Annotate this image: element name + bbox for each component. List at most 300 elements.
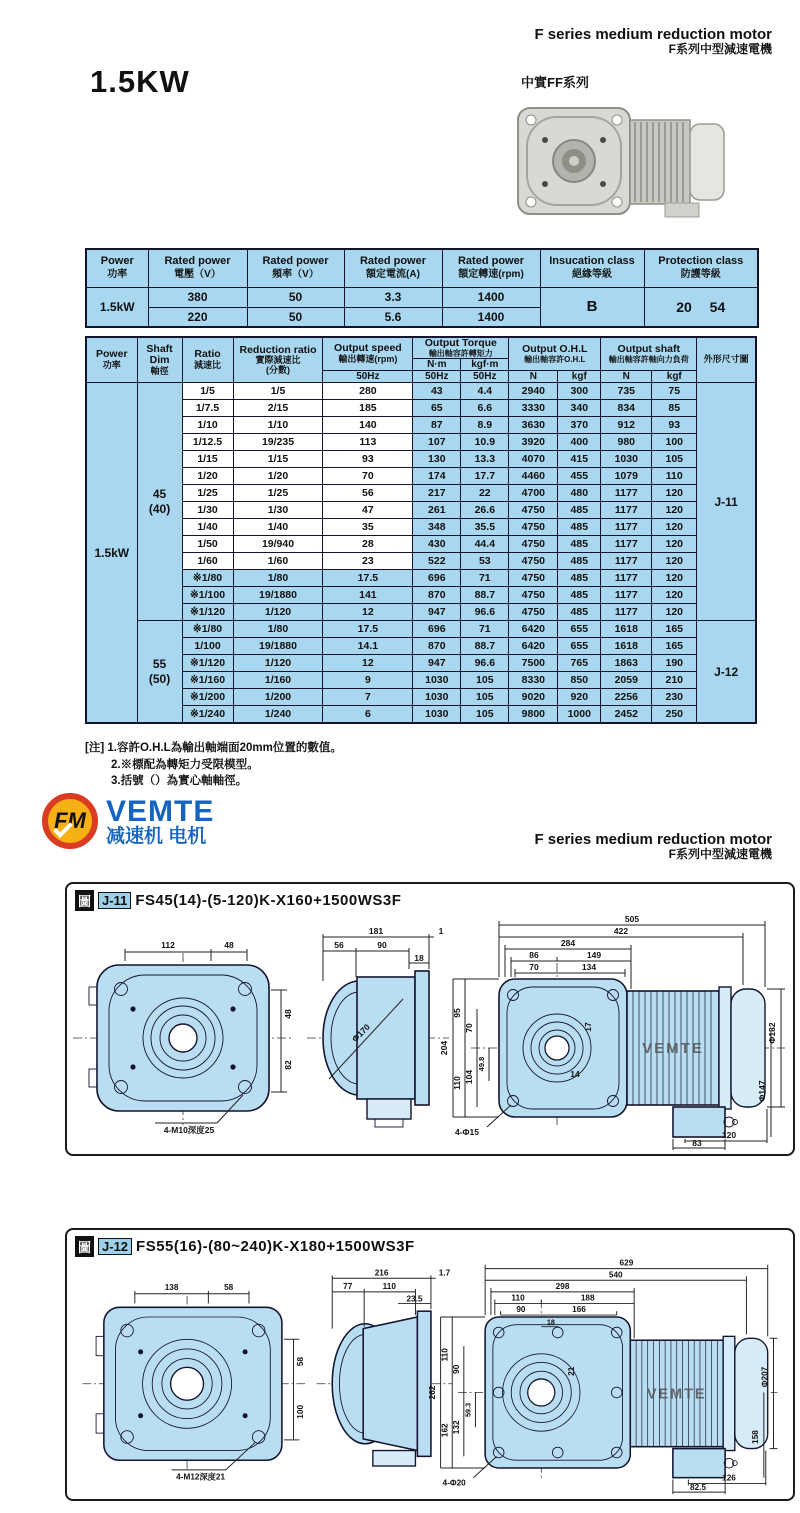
ratio-cell: 1/60 (233, 553, 323, 570)
ratio-cell: 105 (461, 689, 509, 706)
th-power: Power 功率 (86, 337, 137, 383)
ratio-cell: 1/120 (233, 655, 323, 672)
ratio-cell: 1/20 (182, 468, 233, 485)
ratio-cell: 870 (413, 587, 461, 604)
dim-label: 204 (439, 1040, 449, 1056)
ratio-cell: 1/5 (182, 383, 233, 400)
ratio-cell: 174 (413, 468, 461, 485)
dim-label: 216 (374, 1268, 389, 1278)
th-ohl-kgf: kgf (558, 371, 601, 383)
ratio-cell: 1/80 (233, 570, 323, 587)
dim-label: 132 (452, 1420, 461, 1435)
terminal-box (665, 203, 699, 217)
ratio-cell: 93 (652, 417, 697, 434)
mid-header-zh: F系列中型減速電機 (668, 847, 772, 862)
th-dim-drawing: 外形尺寸圖 (697, 337, 756, 383)
ratio-cell: 696 (413, 621, 461, 638)
ratio-cell: 1177 (601, 553, 652, 570)
ratio-cell: ※1/120 (182, 604, 233, 621)
ratio-cell: 3630 (509, 417, 558, 434)
ratio-cell: 1/80 (233, 621, 323, 638)
ratio-cell: 1/15 (233, 451, 323, 468)
fig-tag: 圖 (75, 1236, 94, 1257)
mid-header-en: F series medium reduction motor (534, 831, 772, 848)
ratio-cell: ※1/160 (182, 672, 233, 689)
ratio-row (86, 502, 756, 519)
ratio-cell: 19/1880 (233, 587, 323, 604)
ratio-header-row1 (86, 337, 756, 359)
shaft-dim-cell: 45 (40) (137, 383, 182, 621)
ratio-cell: ※1/120 (182, 655, 233, 672)
ratio-cell: 2940 (509, 383, 558, 400)
ratio-cell: 834 (601, 400, 652, 417)
ratio-cell: 3920 (509, 434, 558, 451)
ratio-cell: 4750 (509, 536, 558, 553)
ratio-cell: 96.6 (461, 655, 509, 672)
th-speed: Output speed 輸出轉速(rpm) (323, 337, 413, 371)
ratio-cell: 1618 (601, 621, 652, 638)
ratio-row (86, 485, 756, 502)
th-torque: Output Torque 輸出軸容許轉矩力 (413, 337, 509, 359)
bolt-label: 4-Φ20 (442, 1478, 466, 1488)
dim-label: 110 (511, 1293, 525, 1303)
ratio-row (86, 621, 756, 638)
ratio-row (86, 672, 756, 689)
drawing-ref-cell: J-12 (697, 621, 756, 723)
bolt-label: 4-Φ15 (455, 1127, 479, 1137)
ratio-cell: 4070 (509, 451, 558, 468)
ratio-cell: 165 (652, 621, 697, 638)
dim-label: 158 (751, 1430, 761, 1444)
ratio-cell: 75 (652, 383, 697, 400)
dim-label: 83 (692, 1138, 702, 1148)
dim-label: 422 (613, 926, 629, 936)
ratio-cell: 28 (323, 536, 413, 553)
ratio-cell: 19/235 (233, 434, 323, 451)
dim-label: 18 (414, 953, 424, 963)
dim-label: 21 (567, 1366, 577, 1376)
ratio-row (86, 417, 756, 434)
ratio-cell: ※1/240 (182, 706, 233, 723)
ratio-cell: 415 (558, 451, 601, 468)
ratio-cell: 35.5 (461, 519, 509, 536)
dim-label: 104 (464, 1069, 474, 1085)
ratio-cell: 430 (413, 536, 461, 553)
drawing-panel-j11 (65, 882, 795, 1156)
j11-drawing (67, 911, 791, 1151)
ratio-row (86, 400, 756, 417)
ratio-cell: 4750 (509, 587, 558, 604)
dim-label: 298 (555, 1281, 570, 1291)
ratio-row (86, 570, 756, 587)
ratio-row (86, 587, 756, 604)
ratio-cell: 165 (652, 638, 697, 655)
th-ratio: Ratio 減速比 (182, 337, 233, 383)
ratio-cell: 765 (558, 655, 601, 672)
ratio-cell: 19/1880 (233, 638, 323, 655)
ratio-cell: 370 (558, 417, 601, 434)
dim-label: 110 (452, 1076, 462, 1090)
ratio-cell: 1/200 (233, 689, 323, 706)
ratio-cell: 13.3 (461, 451, 509, 468)
ratio-cell: 1.5kW (86, 383, 137, 723)
spec-row (86, 287, 758, 307)
ratio-cell: 4750 (509, 570, 558, 587)
ratio-cell: 340 (558, 400, 601, 417)
motor-cap (690, 124, 724, 200)
dim-label: 70 (529, 962, 539, 972)
ratio-cell: 85 (652, 400, 697, 417)
diameter-label: Φ170 (349, 1021, 372, 1044)
ratio-cell: 9 (323, 672, 413, 689)
ratio-cell: 1/7.5 (182, 400, 233, 417)
dim-label: 48 (283, 1009, 293, 1019)
ratio-cell: 107 (413, 434, 461, 451)
spec-cell: 380 (148, 287, 247, 307)
th-speed-hz: 50Hz (323, 371, 413, 383)
dim-label: 120 (721, 1130, 737, 1140)
ratio-cell: 8.9 (461, 417, 509, 434)
logo-name: VEMTE (106, 794, 215, 828)
ratio-cell: 455 (558, 468, 601, 485)
fig-tag: 圖 (75, 890, 94, 911)
ratio-cell: ※1/200 (182, 689, 233, 706)
dim-label: 90 (516, 1305, 526, 1315)
ratio-row (86, 536, 756, 553)
spec-cell: 5.6 (344, 307, 442, 327)
ratio-cell: 190 (652, 655, 697, 672)
ratio-cell: 1177 (601, 485, 652, 502)
ratio-cell: 65 (413, 400, 461, 417)
ratio-row (86, 519, 756, 536)
ratio-cell: 22 (461, 485, 509, 502)
ratio-cell: 88.7 (461, 587, 509, 604)
dim-label: 90 (452, 1364, 461, 1374)
ratio-cell: 1/40 (182, 519, 233, 536)
ratio-cell: 7 (323, 689, 413, 706)
ratio-cell: 522 (413, 553, 461, 570)
ratio-cell: 17.5 (323, 570, 413, 587)
ratio-cell: 120 (652, 604, 697, 621)
ratio-cell: 120 (652, 536, 697, 553)
ratio-cell: 1/20 (233, 468, 323, 485)
header-title-en: F series medium reduction motor (534, 26, 772, 43)
dim-label: 112 (161, 940, 175, 950)
th-torque-hz1: 50Hz (413, 371, 461, 383)
ratio-cell: 130 (413, 451, 461, 468)
mid-page-header (534, 831, 772, 862)
ratio-row (86, 655, 756, 672)
ratio-row (86, 638, 756, 655)
ratio-cell: 1030 (413, 672, 461, 689)
ratio-cell: 120 (652, 519, 697, 536)
ratio-cell: 980 (601, 434, 652, 451)
dim-label: 23.5 (406, 1294, 423, 1304)
spec-cell: 3.3 (344, 287, 442, 307)
j12-drawing (67, 1257, 791, 1497)
ratio-cell: 71 (461, 621, 509, 638)
ratio-cell: 17.7 (461, 468, 509, 485)
ratio-cell: 70 (323, 468, 413, 485)
ratio-cell: 230 (652, 689, 697, 706)
spec-header-row (86, 249, 758, 287)
ratio-cell: 1030 (601, 451, 652, 468)
ratio-cell: 210 (652, 672, 697, 689)
dim-label: 86 (529, 950, 539, 960)
ratio-cell: 696 (413, 570, 461, 587)
ratio-cell: 1/120 (233, 604, 323, 621)
bolt-label: 4-M10深度25 (163, 1125, 215, 1135)
ratio-cell: 87 (413, 417, 461, 434)
ratio-cell: 1177 (601, 570, 652, 587)
ratio-row (86, 468, 756, 485)
j11-title-bar (67, 884, 793, 911)
dim-label: 166 (572, 1305, 586, 1315)
logo-badge-icon (42, 793, 98, 849)
ratio-cell: 7500 (509, 655, 558, 672)
ratio-cell: 6420 (509, 621, 558, 638)
ratio-cell: 1/10 (233, 417, 323, 434)
ratio-cell: 4750 (509, 502, 558, 519)
ratio-cell: 1079 (601, 468, 652, 485)
ratio-cell: 4.4 (461, 383, 509, 400)
dim-label: 162 (440, 1423, 450, 1438)
drawing-panel-j12 (65, 1228, 795, 1501)
dim-label: 181 (368, 926, 384, 936)
diameter-label: Φ147 (757, 1080, 767, 1102)
dim-label: 58 (224, 1282, 234, 1292)
ratio-cell: 4460 (509, 468, 558, 485)
ratio-cell: 10.9 (461, 434, 509, 451)
diameter-label: Φ182 (767, 1022, 777, 1044)
j12-model-title: FS55(16)-(80~240)K-X180+1500WS3F (136, 1238, 415, 1255)
ratio-cell: 14.1 (323, 638, 413, 655)
spec-th: Protection class 防護等級 (644, 249, 758, 287)
dim-label: 18 (546, 1317, 555, 1327)
ratio-cell: 1863 (601, 655, 652, 672)
ratio-cell: 47 (323, 502, 413, 519)
ratio-cell: 1/25 (182, 485, 233, 502)
ratio-cell: 250 (652, 706, 697, 723)
ratio-cell: 920 (558, 689, 601, 706)
note-line: 2.※標配為轉矩力受限模型。 (111, 758, 259, 771)
ratio-cell: 141 (323, 587, 413, 604)
th-shaft-kgf: kgf (652, 371, 697, 383)
dim-label: 82 (283, 1060, 293, 1070)
ratio-cell: 8330 (509, 672, 558, 689)
dim-label: 284 (560, 938, 576, 948)
ratio-cell: 485 (558, 604, 601, 621)
th-shaft: Shaft Dim 軸徑 (137, 337, 182, 383)
ratio-cell: 12 (323, 655, 413, 672)
ratio-cell: 3330 (509, 400, 558, 417)
dim-label: 1.7 (438, 1268, 451, 1278)
ratio-cell: 912 (601, 417, 652, 434)
ratio-cell: 26.6 (461, 502, 509, 519)
ratio-cell: 348 (413, 519, 461, 536)
spec-th: Power 功率 (86, 249, 148, 287)
ratio-cell: 2/15 (233, 400, 323, 417)
ratio-cell: 105 (461, 672, 509, 689)
ratio-cell: 1/25 (233, 485, 323, 502)
ratio-cell: 1177 (601, 587, 652, 604)
ratio-cell: 6 (323, 706, 413, 723)
shaft-dim-cell: 55 (50) (137, 621, 182, 723)
th-ohl: Output O.H.L 輸出軸容許O.H.L (509, 337, 601, 371)
fig-id-j12: J-12 (98, 1238, 132, 1255)
dim-label: 56 (334, 940, 344, 950)
ratio-cell: 1/30 (182, 502, 233, 519)
ratio-cell: 53 (461, 553, 509, 570)
dim-label: 126 (722, 1473, 736, 1483)
ratio-cell: 1177 (601, 536, 652, 553)
ratio-cell: 1030 (413, 706, 461, 723)
dim-label: 77 (343, 1281, 353, 1291)
ratio-cell: 71 (461, 570, 509, 587)
ratio-cell: 9020 (509, 689, 558, 706)
spec-insulation: B (540, 287, 644, 327)
logo-badge-text: FM (54, 808, 86, 833)
motor-watermark: VEMTE (646, 1386, 707, 1403)
ratio-cell: 6.6 (461, 400, 509, 417)
dim-label: 110 (382, 1281, 396, 1291)
ratio-cell: 185 (323, 400, 413, 417)
ratio-cell: 480 (558, 485, 601, 502)
dim-label: 95 (452, 1008, 462, 1018)
ratio-cell: 2256 (601, 689, 652, 706)
ratio-cell: 655 (558, 638, 601, 655)
dim-label: 82.5 (690, 1483, 707, 1493)
dim-label: 58 (296, 1356, 306, 1367)
spec-th: Rated power 額定轉速(rpm) (442, 249, 540, 287)
ratio-cell: 735 (601, 383, 652, 400)
dim-label: 629 (619, 1258, 634, 1268)
ratio-cell: 400 (558, 434, 601, 451)
dim-label: 138 (164, 1282, 179, 1292)
th-nm: N·m (413, 359, 461, 371)
power-title: 1.5KW (90, 64, 190, 99)
ratio-cell: 35 (323, 519, 413, 536)
table-notes (85, 740, 342, 790)
ratio-cell: 1/10 (182, 417, 233, 434)
dim-label: 59.3 (463, 1402, 473, 1417)
ratio-cell: ※1/80 (182, 570, 233, 587)
ratio-cell: 1177 (601, 519, 652, 536)
ratio-row (86, 689, 756, 706)
spec-th: Rated power 電壓（V） (148, 249, 247, 287)
dim-label: 1 (438, 926, 444, 936)
dim-label: 188 (580, 1293, 595, 1303)
ratio-cell: 870 (413, 638, 461, 655)
ratio-cell: 113 (323, 434, 413, 451)
dim-label: 14 (570, 1069, 580, 1079)
fig-id-j11: J-11 (98, 892, 131, 909)
spec-cell: 220 (148, 307, 247, 327)
ratio-cell: 120 (652, 502, 697, 519)
ratio-cell: 12 (323, 604, 413, 621)
spec-table (85, 248, 759, 328)
series-label: 中實FF系列 (521, 75, 589, 90)
ratio-cell: 120 (652, 485, 697, 502)
ratio-cell: 300 (558, 383, 601, 400)
ratio-cell: 1/12.5 (182, 434, 233, 451)
dim-label: 505 (624, 914, 640, 924)
ratio-cell: 485 (558, 570, 601, 587)
spec-th: Rated power 頻率（V） (247, 249, 344, 287)
ratio-cell: ※1/80 (182, 621, 233, 638)
ratio-cell: 93 (323, 451, 413, 468)
ratio-cell: 6420 (509, 638, 558, 655)
ratio-cell: 485 (558, 553, 601, 570)
th-shaft-load: Output shaft 輸出軸容許軸向力負荷 (601, 337, 697, 371)
th-ohl-n: N (509, 371, 558, 383)
ratio-cell: 2452 (601, 706, 652, 723)
ratio-cell: 1/240 (233, 706, 323, 723)
spec-cell: 50 (247, 307, 344, 327)
ratio-cell: 19/940 (233, 536, 323, 553)
ratio-cell: 120 (652, 553, 697, 570)
note-line: 3.括號（）為實心軸軸徑。 (111, 775, 248, 788)
ratio-cell: 4750 (509, 604, 558, 621)
dim-label: 17 (583, 1022, 593, 1032)
ratio-cell: 217 (413, 485, 461, 502)
ratio-cell: 1/30 (233, 502, 323, 519)
vemte-logo (42, 793, 214, 849)
ratio-cell: 1/50 (182, 536, 233, 553)
header-title-zh: F系列中型減速電機 (668, 42, 772, 57)
ratio-cell: 23 (323, 553, 413, 570)
ratio-cell: 4750 (509, 553, 558, 570)
ratio-cell: 120 (652, 587, 697, 604)
ratio-cell: 4750 (509, 519, 558, 536)
ratio-cell: 261 (413, 502, 461, 519)
th-kgfm: kgf·m (461, 359, 509, 371)
ratio-table (85, 336, 757, 724)
ratio-row (86, 706, 756, 723)
ratio-cell: 1/15 (182, 451, 233, 468)
ratio-cell: 4700 (509, 485, 558, 502)
dim-label: 149 (586, 950, 602, 960)
ratio-cell: 1177 (601, 604, 652, 621)
motor-watermark: VEMTE (642, 1040, 704, 1057)
ratio-cell: 1177 (601, 502, 652, 519)
ratio-cell: 88.7 (461, 638, 509, 655)
spec-cell: 1400 (442, 287, 540, 307)
dim-label: 134 (581, 962, 597, 972)
ratio-cell: 105 (652, 451, 697, 468)
spec-protection: 20 54 (644, 287, 758, 327)
drawing-ref-cell: J-11 (697, 383, 756, 621)
page-header (534, 26, 772, 57)
ratio-row (86, 434, 756, 451)
spec-th: Rated power 額定電流(A) (344, 249, 442, 287)
ratio-cell: 947 (413, 604, 461, 621)
dim-label: 100 (296, 1404, 306, 1419)
dim-label: 262 (427, 1385, 437, 1400)
dim-label: 110 (440, 1348, 450, 1362)
diameter-label: Φ207 (760, 1366, 770, 1388)
dim-label: 49.8 (477, 1056, 486, 1072)
ratio-row (86, 553, 756, 570)
ratio-cell: 1/60 (182, 553, 233, 570)
ratio-cell: 1/40 (233, 519, 323, 536)
dim-label: 48 (224, 940, 234, 950)
ratio-row (86, 604, 756, 621)
j12-title-bar (67, 1230, 793, 1257)
ratio-cell: 44.4 (461, 536, 509, 553)
spec-power: 1.5kW (86, 287, 148, 327)
ratio-cell: 110 (652, 468, 697, 485)
